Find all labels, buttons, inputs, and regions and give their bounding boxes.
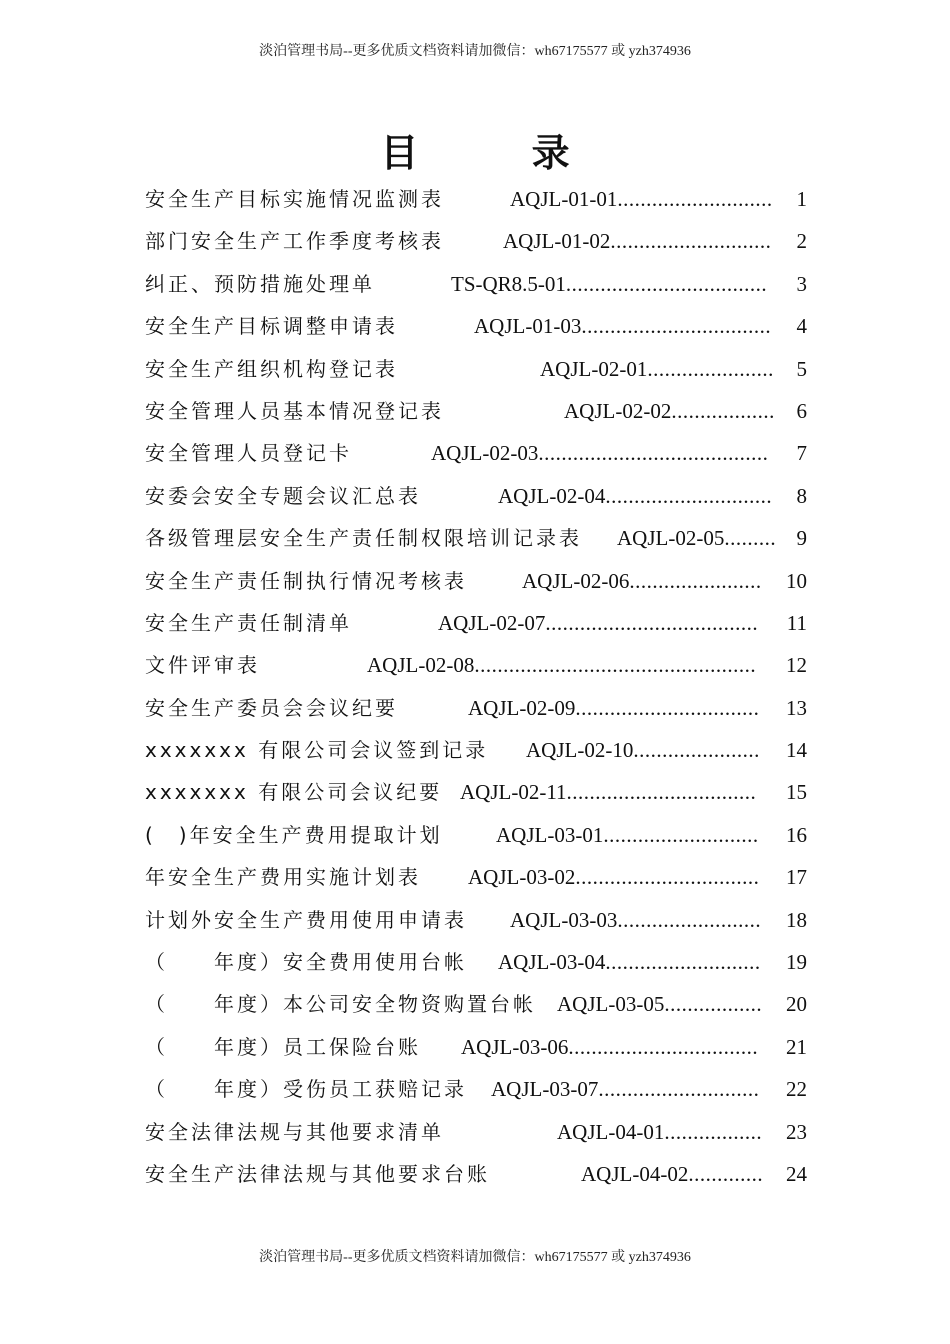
toc-entry-title: xxxxxxx 有限公司会议签到记录 <box>145 738 489 763</box>
toc-entry-title: 纠正、预防措施处理单 <box>145 271 375 296</box>
toc-entry-page: 23 <box>786 1119 807 1144</box>
toc-entry-page: 18 <box>786 907 807 932</box>
toc-entry[interactable] <box>145 432 807 474</box>
toc-entry-code: TS-QR8.5-01 <box>451 271 566 296</box>
toc-entry[interactable] <box>145 856 807 898</box>
toc-entry[interactable] <box>145 1068 807 1110</box>
toc-entry-page: 16 <box>786 822 807 847</box>
toc-dot-leader: ................................. <box>568 1034 759 1059</box>
toc-entry[interactable] <box>145 729 807 771</box>
toc-entry-code: AQJL-02-06 <box>522 568 630 593</box>
toc-dot-leader: ................................ <box>575 865 760 890</box>
toc-entry-page: 6 <box>796 398 807 423</box>
toc-entry-code: AQJL-02-03 <box>431 441 539 466</box>
toc-entry[interactable] <box>145 899 807 941</box>
table-of-contents <box>145 178 807 1195</box>
toc-entry-code: AQJL-03-03 <box>510 907 618 932</box>
toc-entry[interactable] <box>145 1111 807 1153</box>
toc-entry[interactable] <box>145 983 807 1025</box>
toc-entry[interactable] <box>145 1153 807 1195</box>
toc-entry-code: AQJL-01-01 <box>510 187 618 211</box>
toc-entry-title: 各级管理层安全生产责任制权限培训记录表 <box>145 526 582 551</box>
toc-dot-leader: ......... <box>724 526 777 551</box>
toc-entry-page: 15 <box>786 780 807 805</box>
toc-entry-code: AQJL-02-05 <box>617 526 725 551</box>
toc-entry[interactable] <box>145 305 807 347</box>
toc-entry[interactable] <box>145 1026 807 1068</box>
toc-dot-leader: ............. <box>688 1161 764 1186</box>
toc-entry-code: AQJL-03-02 <box>468 865 576 890</box>
toc-entry-code: AQJL-02-09 <box>468 695 576 720</box>
toc-entry-code: AQJL-02-11 <box>460 780 567 805</box>
toc-entry-code: AQJL-03-06 <box>461 1034 569 1059</box>
toc-entry-code: AQJL-03-01 <box>496 822 604 847</box>
toc-entry-page: 17 <box>786 865 807 890</box>
toc-entry-code: AQJL-02-08 <box>367 653 475 678</box>
toc-entry-code: AQJL-03-05 <box>557 992 665 1017</box>
toc-dot-leader: ................. <box>664 992 763 1017</box>
toc-entry-page: 21 <box>786 1034 807 1059</box>
toc-entry[interactable] <box>145 602 807 644</box>
toc-dot-leader: ................................. <box>581 314 772 339</box>
toc-entry-title: 计划外安全生产费用使用申请表 <box>145 907 467 932</box>
toc-entry-title: 安全法律法规与其他要求清单 <box>145 1119 444 1144</box>
toc-entry-title: （ 年度）安全费用使用台帐 <box>145 950 467 975</box>
toc-entry-code: AQJL-03-07 <box>491 1077 599 1102</box>
toc-entry[interactable] <box>145 263 807 305</box>
toc-dot-leader: ................................ <box>575 695 760 720</box>
toc-dot-leader: ..................................... <box>545 610 759 635</box>
toc-entry-code: AQJL-02-07 <box>438 610 546 635</box>
toc-entry-page: 3 <box>796 271 807 296</box>
toc-dot-leader: ............................ <box>598 1077 760 1102</box>
toc-entry[interactable] <box>145 941 807 983</box>
toc-entry[interactable] <box>145 644 807 686</box>
toc-entry-title: 安全生产组织机构登记表 <box>145 356 398 381</box>
toc-entry-page: 13 <box>786 695 807 720</box>
toc-entry[interactable] <box>145 560 807 602</box>
toc-entry-code: AQJL-01-02 <box>503 229 611 254</box>
toc-entry-title: 安委会安全专题会议汇总表 <box>145 483 421 508</box>
toc-entry-page: 11 <box>786 610 807 635</box>
toc-entry-page: 7 <box>796 441 807 466</box>
toc-dot-leader: ............................ <box>610 229 772 254</box>
toc-entry-page: 20 <box>786 992 807 1017</box>
toc-entry[interactable] <box>145 390 807 432</box>
toc-entry-title: xxxxxxx 有限公司会议纪要 <box>145 780 443 805</box>
toc-dot-leader: ........................... <box>605 950 761 975</box>
page-footer: 淡泊管理书局--更多优质文档资料请加微信：wh67175577 或 yzh374936 <box>259 1250 691 1265</box>
toc-entry-code: AQJL-02-01 <box>540 356 648 381</box>
toc-entry-page: 2 <box>796 229 807 254</box>
toc-entry-page: 9 <box>796 526 807 551</box>
toc-dot-leader: ................................................. <box>474 653 757 678</box>
toc-entry[interactable] <box>145 220 807 262</box>
toc-dot-leader: ........................................ <box>538 441 769 466</box>
toc-dot-leader: ................................. <box>566 780 757 805</box>
toc-entry-title: 安全生产委员会会议纪要 <box>145 695 398 720</box>
toc-entry[interactable] <box>145 814 807 856</box>
toc-dot-leader: ................................... <box>565 271 768 296</box>
toc-entry-code: AQJL-03-04 <box>498 950 606 975</box>
toc-entry-title: 年安全生产费用实施计划表 <box>145 865 421 890</box>
toc-entry-title: 安全生产法律法规与其他要求台账 <box>145 1161 490 1186</box>
toc-entry-title: （ 年度）员工保险台账 <box>145 1034 421 1059</box>
toc-entry-title: 安全管理人员登记卡 <box>145 441 352 466</box>
toc-entry-title: 安全生产责任制清单 <box>145 610 352 635</box>
toc-entry-page: 8 <box>796 483 807 508</box>
toc-dot-leader: ...................... <box>647 356 774 381</box>
page-title: 目 录 <box>380 131 620 175</box>
toc-entry-page: 22 <box>786 1077 807 1102</box>
toc-entry-title: 安全管理人员基本情况登记表 <box>145 398 444 423</box>
toc-dot-leader: ........................... <box>617 187 773 211</box>
toc-dot-leader: ...................... <box>633 738 760 763</box>
toc-entry-page: 12 <box>786 653 807 678</box>
toc-entry-title: （ 年度）本公司安全物资购置台帐 <box>145 992 536 1017</box>
toc-entry-title: 部门安全生产工作季度考核表 <box>145 229 444 254</box>
toc-entry-title: 安全生产目标调整申请表 <box>145 314 398 339</box>
toc-entry-code: AQJL-02-10 <box>526 738 634 763</box>
toc-entry[interactable] <box>145 475 807 517</box>
toc-dot-leader: ................. <box>664 1119 763 1144</box>
toc-dot-leader: ........................... <box>603 822 759 847</box>
toc-entry[interactable] <box>145 687 807 729</box>
toc-entry-code: AQJL-04-02 <box>581 1161 689 1186</box>
toc-entry[interactable] <box>145 771 807 813</box>
toc-entry-code: AQJL-04-01 <box>557 1119 665 1144</box>
toc-dot-leader: ....................... <box>629 568 762 593</box>
toc-dot-leader: .................. <box>671 398 775 423</box>
toc-entry-page: 1 <box>796 187 807 211</box>
toc-entry-title: （ 年度）受伤员工获赔记录 <box>145 1077 467 1102</box>
toc-entry-page: 4 <box>796 314 807 339</box>
toc-entry[interactable] <box>145 517 807 559</box>
toc-dot-leader: ............................. <box>605 483 773 508</box>
toc-entry-title: ( )年安全生产费用提取计划 <box>145 822 443 847</box>
toc-entry-code: AQJL-01-03 <box>474 314 582 339</box>
toc-entry-page: 24 <box>786 1161 807 1186</box>
toc-entry-title: 文件评审表 <box>145 653 260 678</box>
toc-dot-leader: ......................... <box>617 907 762 932</box>
toc-entry-code: AQJL-02-04 <box>498 483 606 508</box>
toc-entry-title: 安全生产目标实施情况监测表 <box>145 187 444 211</box>
toc-entry-page: 5 <box>796 356 807 381</box>
toc-entry-code: AQJL-02-02 <box>564 398 672 423</box>
toc-entry-title: 安全生产责任制执行情况考核表 <box>145 568 467 593</box>
page-header: 淡泊管理书局--更多优质文档资料请加微信：wh67175577 或 yzh374936 <box>259 44 691 59</box>
toc-entry-page: 19 <box>786 950 807 975</box>
toc-entry[interactable] <box>145 348 807 390</box>
toc-entry-page: 14 <box>786 738 807 763</box>
toc-entry[interactable] <box>145 178 807 220</box>
toc-entry-page: 10 <box>786 568 807 593</box>
